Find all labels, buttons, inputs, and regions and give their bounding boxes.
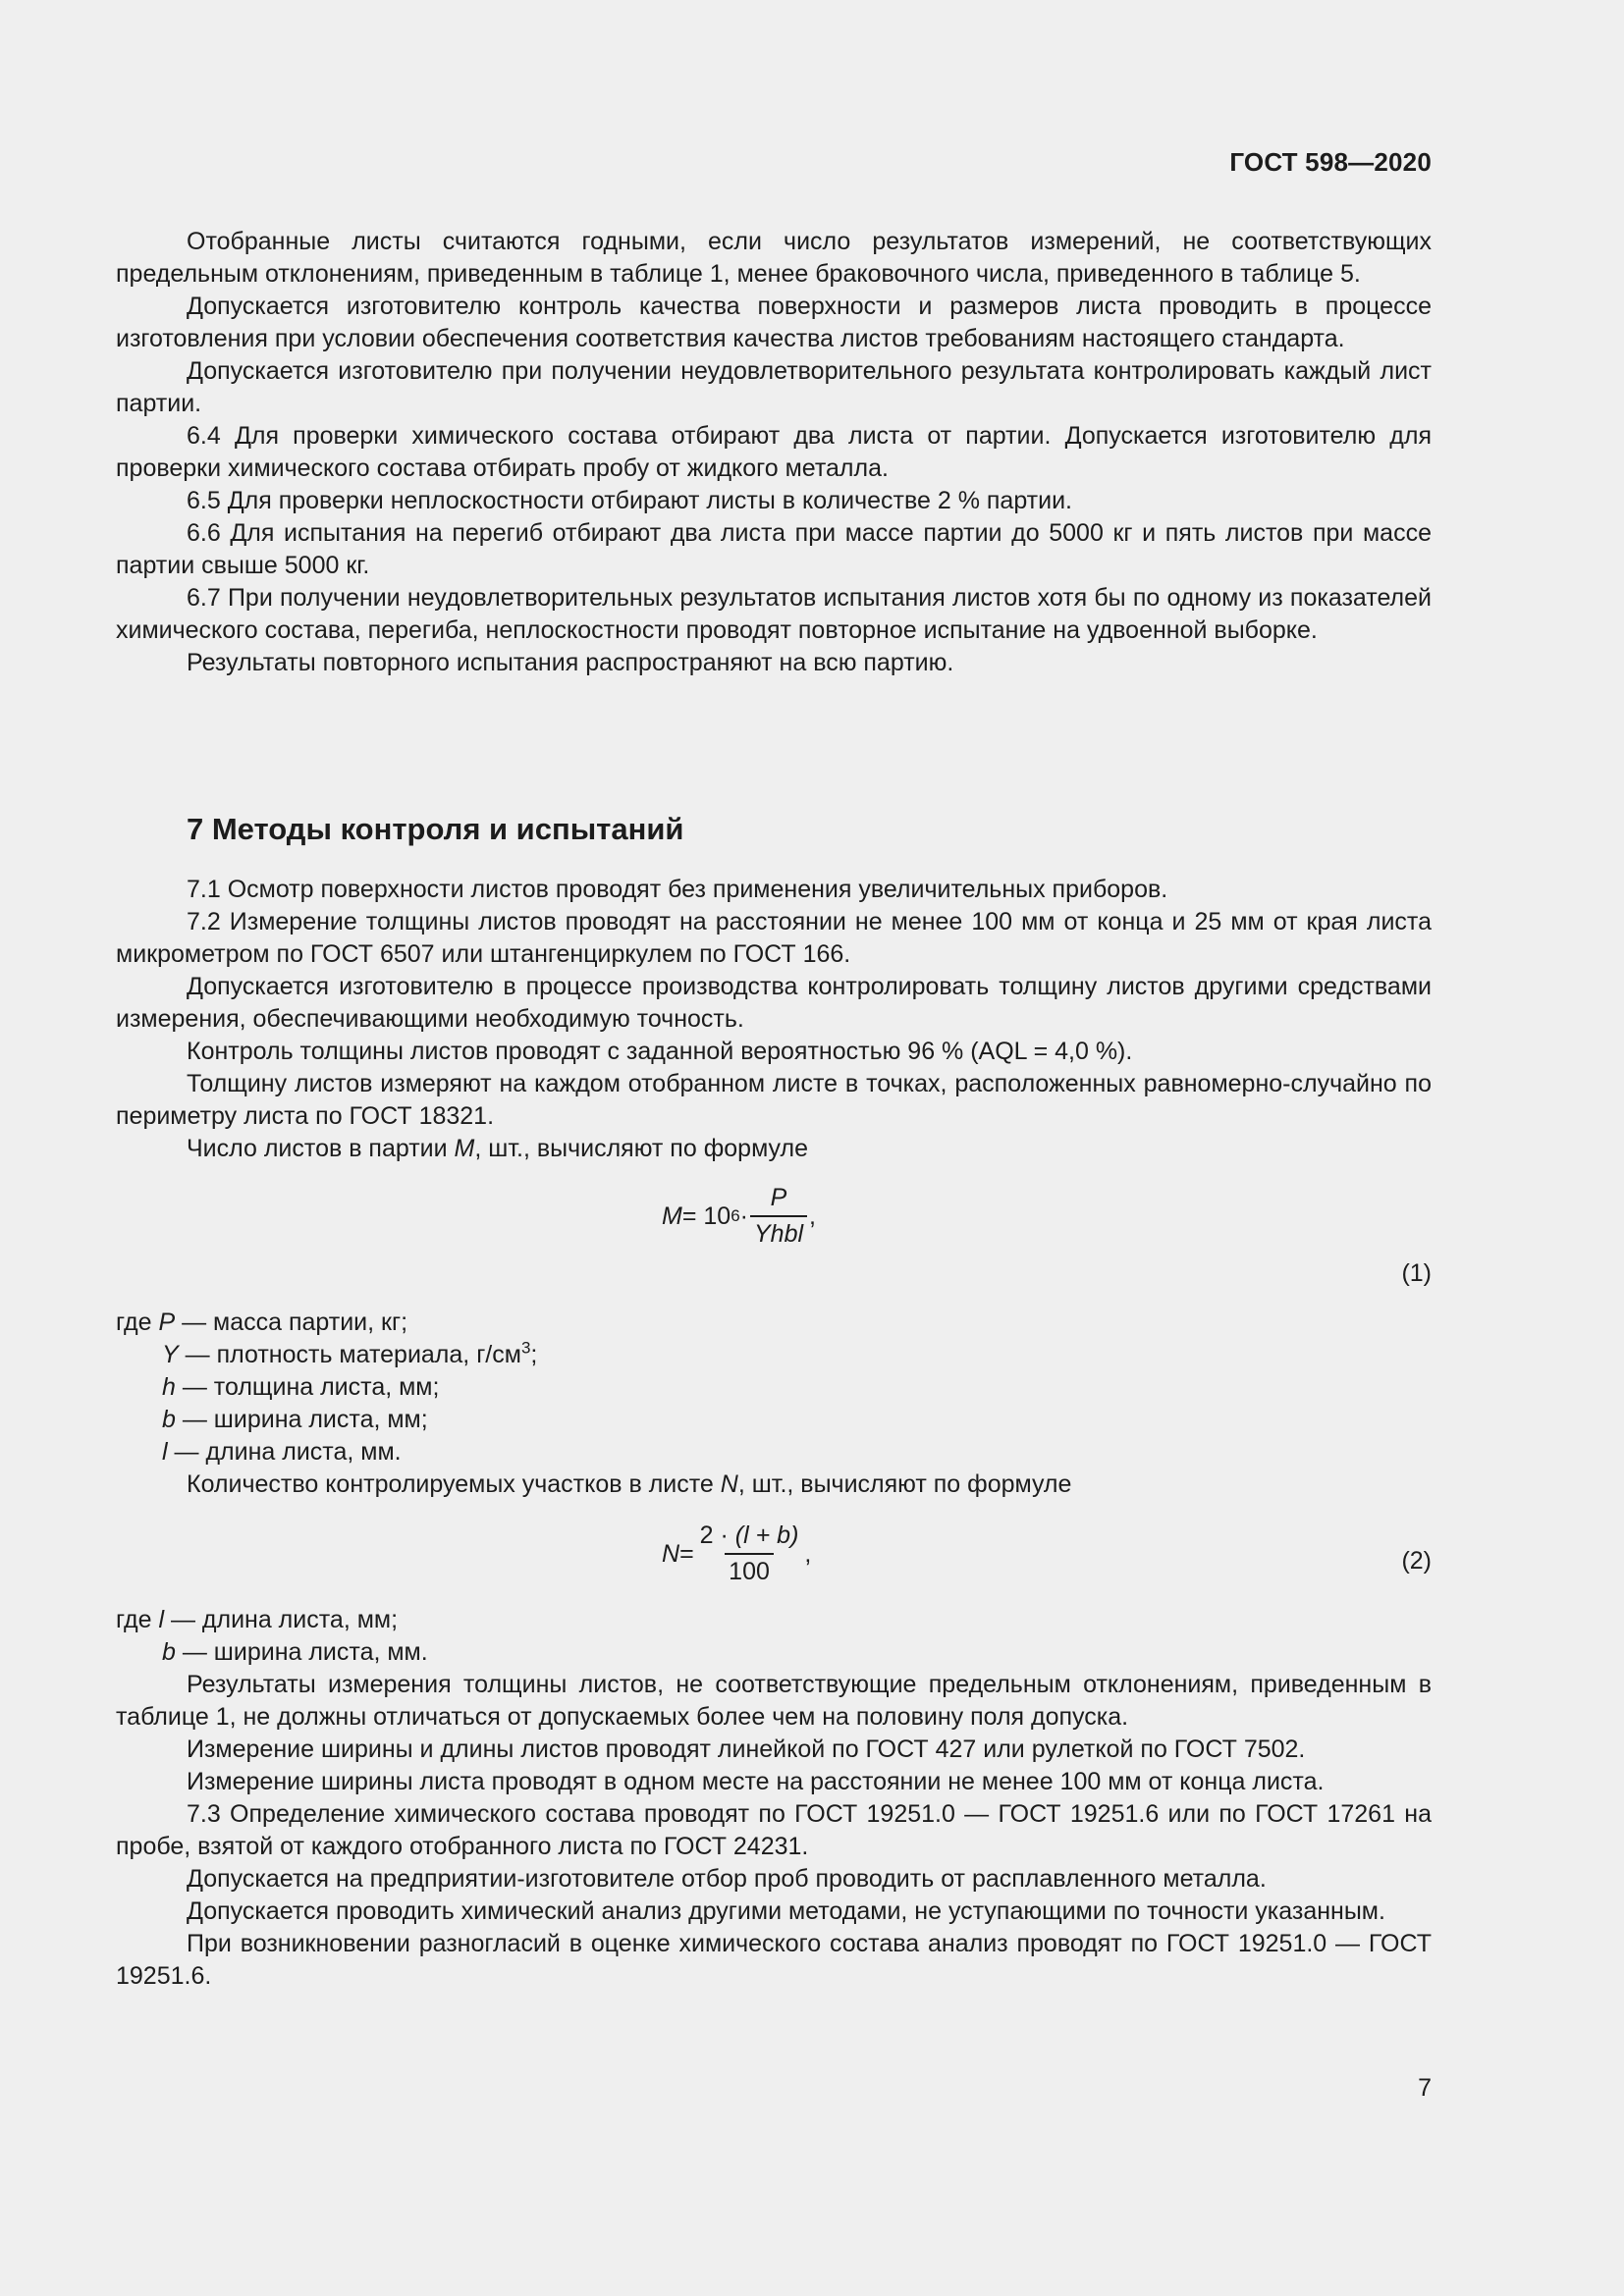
legend-item: Y — плотность материала, $г/см^3$; [162, 1338, 538, 1368]
legend-item: l — длина листа, мм. [162, 1438, 402, 1466]
paragraph: Допускается изготовителю контроль качества поверхности и размеров листа проводить в процессе изготовления при условии обеспечения соответствия качества листов требованиям настоящего стандарта. [116, 293, 1432, 352]
paragraph: Допускается изготовителю в процессе производства контролировать толщину листов другими средствами измерения, обеспечивающими необходимую точность. [116, 973, 1432, 1033]
legend-item: h — толщина листа, мм; [162, 1373, 440, 1401]
formula-intro: Число листов в партии M, шт., вычисляют по формуле [187, 1135, 808, 1162]
section-7-text [116, 874, 1432, 1165]
paragraph: 6.6 Для испытания на перегиб отбирают два листа при массе партии до 5000 кг и пять листов при массе партии свыше 5000 кг. [116, 519, 1432, 579]
paragraph: 6.4 Для проверки химического состава отбирают два листа от партии. Допускается изготовителю для проверки химического состава отбирать пробу от жидкого металла. [116, 422, 1432, 482]
paragraph: 7.2 Измерение толщины листов проводят на расстоянии не менее 100 мм от конца и 25 мм от края листа микрометром по ГОСТ 6507 или штангенциркулем по ГОСТ 166. [116, 908, 1432, 968]
paragraph: Контроль толщины листов проводят с заданной вероятностью 96 % (AQL = 4,0 %). [187, 1038, 1133, 1065]
formula-2-legend [116, 1604, 1432, 1669]
paragraph: Допускается изготовителю при получении неудовлетворительного результата контролировать каждый лист партии. [116, 357, 1432, 417]
document-code: ГОСТ 598—2020 [1229, 147, 1432, 177]
paragraph: Допускается на предприятии-изготовителе отбор проб проводить от расплавленного металла. [187, 1865, 1267, 1893]
formula-denominator: Yhbl [750, 1215, 807, 1249]
formula-fraction [696, 1522, 803, 1586]
section-heading: 7 Методы контроля и испытаний [187, 812, 684, 846]
paragraph: 7.3 Определение химического состава проводят по ГОСТ 19251.0 — ГОСТ 19251.6 или по ГОСТ 17261 на пробе, взятой от каждого отобранного листа по ГОСТ 24231. [116, 1800, 1432, 1860]
paragraph: 6.7 При получении неудовлетворительных результатов испытания листов хотя бы по одному из показателей химического состава, перегиба, неплоскостности проводят повторное испытание на удвоенной выборке. [116, 584, 1432, 644]
paragraph: Результаты повторного испытания распространяют на всю партию. [187, 649, 954, 676]
paragraph: Отобранные листы считаются годными, если число результатов измерений, не соответствующих предельным отклонениям, приведенным в таблице 1, менее браковочного числа, приведенного в таблице 5. [116, 228, 1432, 288]
legend-item: где P — масса партии, кг; [116, 1308, 408, 1336]
formula-numerator: 2 · (l + b) [699, 1522, 799, 1549]
page-number: 7 [1418, 2074, 1432, 2102]
formula-1: M = 10 6 · $\frac{P}{\text{Yhbl}}$ , [662, 1184, 816, 1248]
paragraph: Результаты измерения толщины листов, не соответствующие предельным отклонениям, приведенным в таблице 1, не должны отличаться от допускаемых более чем на половину поля допуска. [116, 1671, 1432, 1731]
formula-dot: · [739, 1201, 748, 1230]
formula-equals: = 10 [681, 1201, 731, 1230]
formula-number: (1) [1401, 1259, 1432, 1287]
legend-item: b — ширина листа, мм; [162, 1406, 428, 1433]
paragraph: 7.1 Осмотр поверхности листов проводят без применения увеличительных приборов. [187, 876, 1168, 903]
formula-number: (2) [1401, 1547, 1432, 1575]
paragraph: 6.5 Для проверки неплоскостности отбирают листы в количестве 2 % партии. [187, 487, 1073, 514]
legend-item: где l — длина листа, мм; [116, 1606, 399, 1633]
paragraph: Толщину листов измеряют на каждом отобранном листе в точках, расположенных равномерно-случайно по периметру листа по ГОСТ 18321. [116, 1070, 1432, 1130]
paragraph: Измерение ширины и длины листов проводят линейкой по ГОСТ 427 или рулеткой по ГОСТ 7502. [187, 1735, 1306, 1763]
section-7-text-continued [116, 1669, 1432, 1993]
formula-lhs: M [662, 1201, 682, 1230]
formula-intro: Количество контролируемых участков в листе N, шт., вычисляют по формуле [187, 1470, 1072, 1498]
section-6-text [116, 226, 1432, 679]
paragraph: Измерение ширины листа проводят в одном месте на расстоянии не менее 100 мм от конца листа. [187, 1768, 1325, 1795]
formula-lhs: N [662, 1539, 680, 1568]
formula-1-legend [116, 1307, 1432, 1501]
formula-denominator: 100 [725, 1553, 774, 1586]
formula-numerator: P [770, 1184, 787, 1211]
paragraph: При возникновении разногласий в оценке химического состава анализ проводят по ГОСТ 19251.0 — ГОСТ 19251.6. [116, 1930, 1432, 1990]
legend-item: b — ширина листа, мм. [162, 1638, 428, 1666]
formula-equals: = [679, 1539, 694, 1568]
formula-2: N = $\frac{2 \cdot (l + b)}{100}$ , [662, 1522, 812, 1585]
paragraph: Допускается проводить химический анализ другими методами, не уступающими по точности указанным. [187, 1897, 1385, 1925]
formula-fraction [750, 1184, 807, 1249]
